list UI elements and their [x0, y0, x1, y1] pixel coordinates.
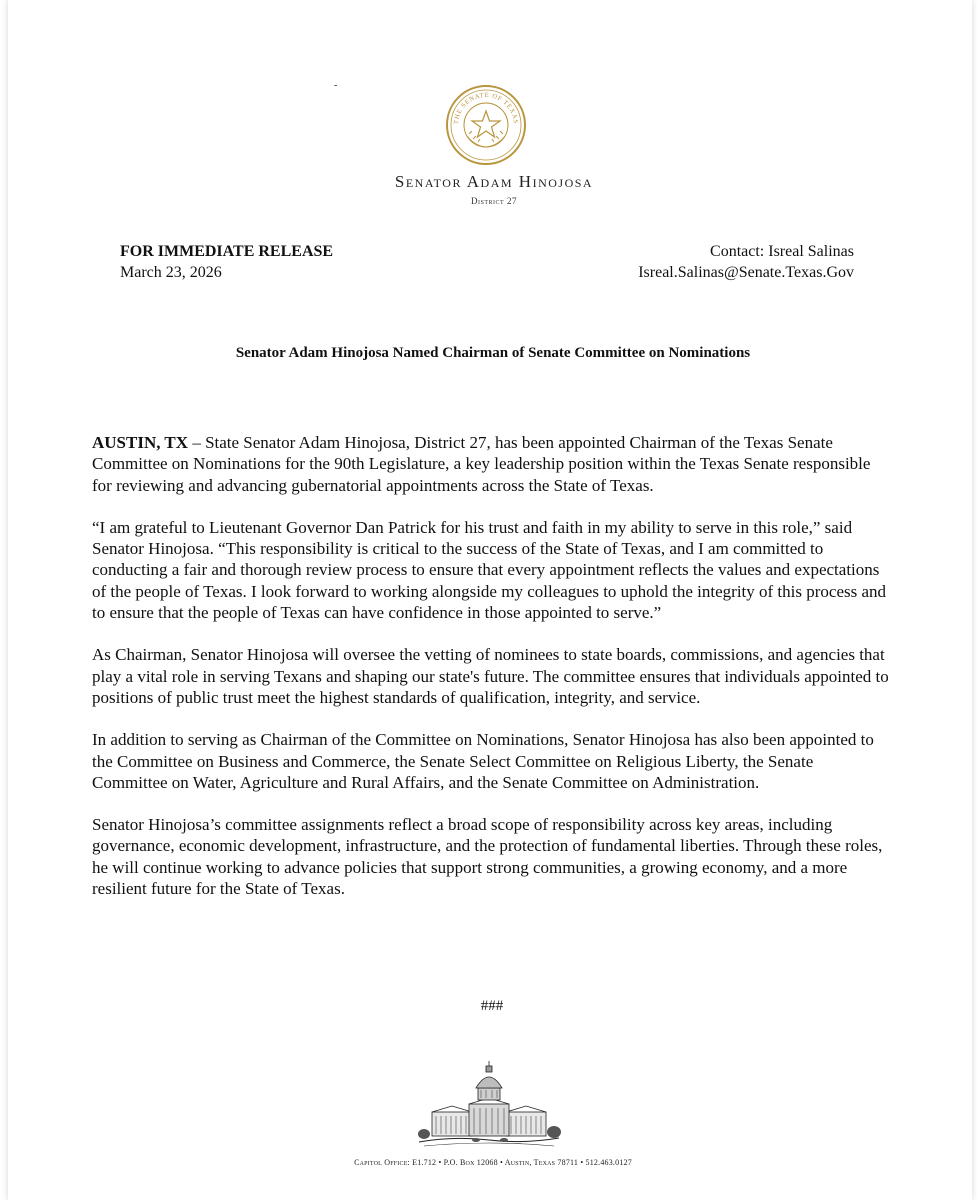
contact-name: Contact: Isreal Salinas	[710, 243, 854, 260]
contact-email: Isreal.Salinas@Senate.Texas.Gov	[638, 264, 854, 281]
senate-seal-icon	[445, 84, 527, 166]
paragraph-5: Senator Hinojosa’s committee assignments reflect a broad scope of responsibility across key areas, including governance, economic development, infrastructure, and the protection of fundamental liberties. Through these roles, he will continue working to advance policies that support strong communities, a growing economy, and a more resilient future for the State of Texas.	[92, 815, 883, 899]
paragraph-2: “I am grateful to Lieutenant Governor Dan Patrick for his trust and faith in my ability to serve in this role,” said Senator Hinojosa. “This responsibility is critical to the success of the State of Texas, and I am committed to conducting a fair and thorough review process to ensure that every appointment reflects the values and expectations of the people of Texas. I look forward to working alongside my colleagues to uphold the integrity of this process and to ensure that the people of Texas can have confidence in those appointed to serve.”	[92, 517, 887, 623]
release-info	[120, 241, 333, 283]
paragraph-3: As Chairman, Senator Hinojosa will oversee the vetting of nominees to state boards, commissions, and agencies that play a vital role in serving Texans and shaping our state's future. The committee ensures that individuals appointed to positions of public trust meet the highest standards of qualification, integrity, and service.	[92, 645, 889, 707]
footer-address: Capitol Office: E1.712 • P.O. Box 12068 • Austin, Texas 78711 • 512.463.0127	[354, 1158, 632, 1167]
release-label: FOR IMMEDIATE RELEASE	[120, 243, 334, 260]
capitol-building-icon	[414, 1060, 564, 1150]
paragraph-1-text: – State Senator Adam Hinojosa, District 27, has been appointed Chairman of the Texas Senate Committee on Nominations for the 90th Legislature, a key leadership position within the Texas Senate responsible for reviewing and advancing gubernatorial appointments across the State of Texas.	[92, 433, 871, 495]
paragraph-4: In addition to serving as Chairman of the Committee on Nominations, Senator Hinojosa has also been appointed to the Committee on Business and Commerce, the Senate Select Committee on Religious Liberty, the Senate Committee on Water, Agriculture and Rural Affairs, and the Senate Committee on Administration.	[92, 730, 874, 792]
headline: Senator Adam Hinojosa Named Chairman of Senate Committee on Nominations	[235, 345, 751, 361]
stray-mark: -	[334, 80, 338, 91]
dateline: AUSTIN, TX	[92, 433, 189, 452]
senator-name: Senator Adam Hinojosa	[394, 172, 594, 191]
paragraph-1	[92, 432, 892, 496]
svg-text:THE SENATE OF TEXAS	[453, 92, 519, 125]
district-label: District 27	[471, 196, 517, 206]
end-mark: ###	[480, 998, 504, 1014]
release-date: March 23, 2026	[120, 264, 222, 281]
press-release-body	[92, 432, 892, 920]
seal-text: THE SENATE OF TEXAS	[452, 91, 520, 125]
contact-info	[638, 241, 854, 283]
